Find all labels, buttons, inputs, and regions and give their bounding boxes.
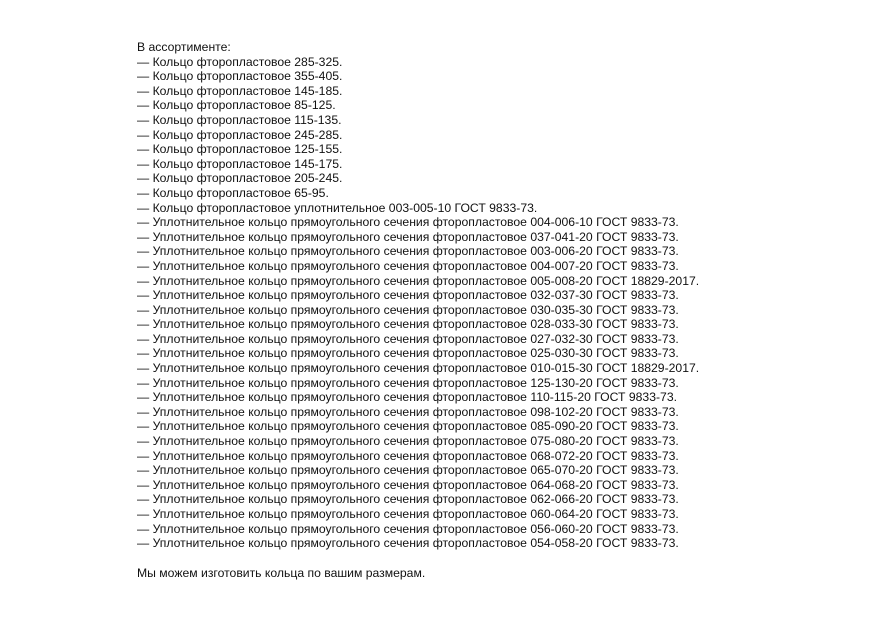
- list-item: — Уплотнительное кольцо прямоугольного сечения фторопластовое 010-015-30 ГОСТ 18829-2017.: [137, 361, 700, 376]
- list-item: — Уплотнительное кольцо прямоугольного сечения фторопластовое 032-037-30 ГОСТ 9833-73.: [137, 288, 679, 303]
- list-item: — Уплотнительное кольцо прямоугольного сечения фторопластовое 125-130-20 ГОСТ 9833-73.: [137, 375, 679, 390]
- list-item: — Уплотнительное кольцо прямоугольного сечения фторопластовое 005-008-20 ГОСТ 18829-2017.: [137, 273, 700, 288]
- list-item: — Уплотнительное кольцо прямоугольного сечения фторопластовое 075-080-20 ГОСТ 9833-73.: [137, 434, 679, 449]
- list-item: — Уплотнительное кольцо прямоугольного сечения фторопластовое 098-102-20 ГОСТ 9833-73.: [137, 404, 679, 419]
- list-item: — Уплотнительное кольцо прямоугольного сечения фторопластовое 065-070-20 ГОСТ 9833-73.: [137, 463, 679, 478]
- list-item: — Кольцо фторопластовое 65-95.: [137, 185, 329, 200]
- list-item: — Уплотнительное кольцо прямоугольного сечения фторопластовое 064-068-20 ГОСТ 9833-73.: [137, 477, 679, 492]
- list-item: — Уплотнительное кольцо прямоугольного сечения фторопластовое 028-033-30 ГОСТ 9833-73.: [137, 317, 679, 332]
- list-item: — Уплотнительное кольцо прямоугольного сечения фторопластовое 060-064-20 ГОСТ 9833-73.: [137, 507, 679, 521]
- list-item: — Уплотнительное кольцо прямоугольного сечения фторопластовое 056-060-20 ГОСТ 9833-73.: [137, 521, 679, 536]
- list-item: — Уплотнительное кольцо прямоугольного сечения фторопластовое 027-032-30 ГОСТ 9833-73.: [137, 331, 679, 346]
- product-list: [137, 55, 857, 551]
- list-item: — Уплотнительное кольцо прямоугольного сечения фторопластовое 004-007-20 ГОСТ 9833-73.: [137, 258, 679, 273]
- list-item: — Уплотнительное кольцо прямоугольного сечения фторопластовое 030-035-30 ГОСТ 9833-73.: [137, 302, 679, 317]
- list-item: — Кольцо фторопластовое 85-125.: [137, 98, 336, 113]
- list-item: — Уплотнительное кольцо прямоугольного сечения фторопластовое 062-066-20 ГОСТ 9833-73.: [137, 492, 679, 507]
- list-item: — Кольцо фторопластовое 245-285.: [137, 127, 343, 142]
- assortment-heading: В ассортименте:: [137, 40, 231, 54]
- list-item: — Уплотнительное кольцо прямоугольного сечения фторопластовое 068-072-20 ГОСТ 9833-73.: [137, 448, 679, 463]
- list-item: — Кольцо фторопластовое 125-155.: [137, 142, 343, 157]
- list-item: — Кольцо фторопластовое 115-135.: [137, 112, 342, 127]
- list-item: — Уплотнительное кольцо прямоугольного сечения фторопластовое 004-006-10 ГОСТ 9833-73.: [137, 215, 679, 230]
- list-item: — Уплотнительное кольцо прямоугольного сечения фторопластовое 025-030-30 ГОСТ 9833-73.: [137, 346, 679, 361]
- list-item: — Кольцо фторопластовое 355-405.: [137, 69, 343, 84]
- list-item: — Уплотнительное кольцо прямоугольного сечения фторопластовое 037-041-20 ГОСТ 9833-73.: [137, 229, 679, 244]
- list-item: — Кольцо фторопластовое уплотнительное 003-005-10 ГОСТ 9833-73.: [137, 200, 538, 215]
- list-item: — Кольцо фторопластовое 205-245.: [137, 171, 343, 186]
- custom-sizes-note: Мы можем изготовить кольца по вашим размерам.: [137, 565, 426, 580]
- list-item: — Кольцо фторопластовое 145-175.: [137, 156, 343, 171]
- list-item: — Уплотнительное кольцо прямоугольного сечения фторопластовое 110-115-20 ГОСТ 9833-73.: [137, 390, 677, 405]
- list-item: — Уплотнительное кольцо прямоугольного сечения фторопластовое 003-006-20 ГОСТ 9833-73.: [137, 244, 679, 259]
- list-item: — Кольцо фторопластовое 285-325.: [137, 54, 343, 69]
- list-item: — Уплотнительное кольцо прямоугольного сечения фторопластовое 054-058-20 ГОСТ 9833-73.: [137, 536, 679, 551]
- document-body: [137, 40, 857, 580]
- list-item: — Кольцо фторопластовое 145-185.: [137, 83, 343, 98]
- list-item: — Уплотнительное кольцо прямоугольного сечения фторопластовое 085-090-20 ГОСТ 9833-73.: [137, 419, 679, 434]
